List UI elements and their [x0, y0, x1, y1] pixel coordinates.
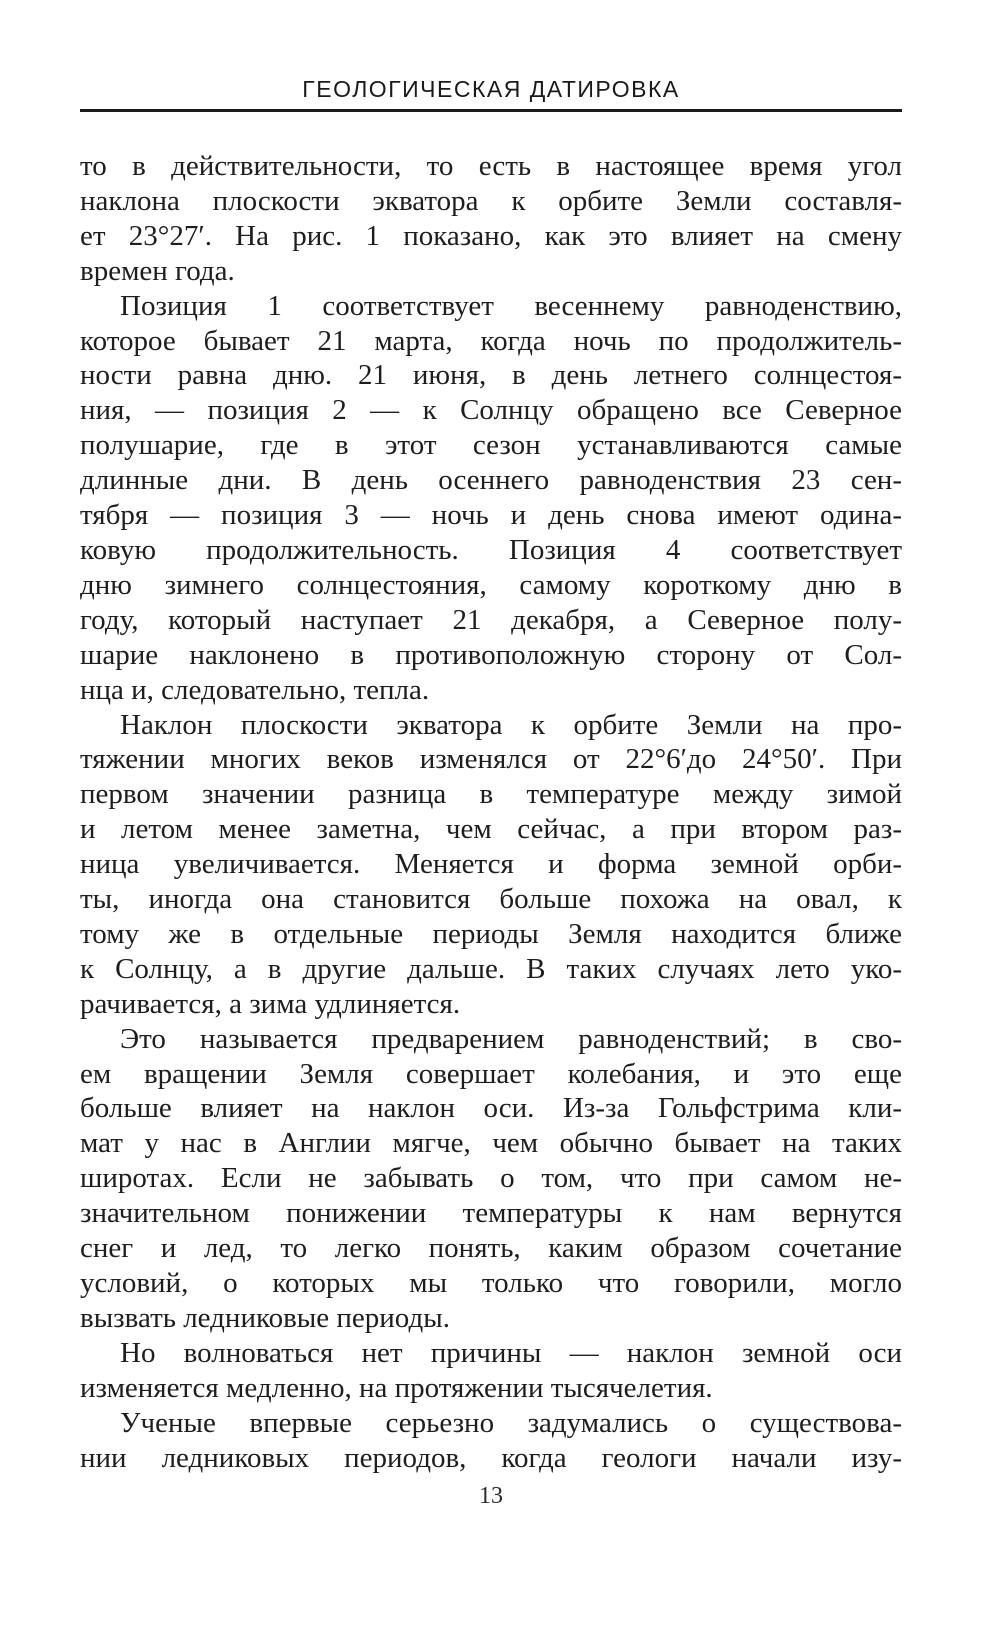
text-line: ты, иногда она становится больше похожа на овал, к: [80, 883, 902, 916]
text-line: шарие наклонено в противоположную сторону от Сол-: [80, 638, 902, 671]
text-line: изменяется медленно, на протяжении тысячелетия.: [80, 1371, 713, 1404]
text-line: значительном понижении температуры к нам вернутся: [80, 1197, 902, 1230]
text-line: Это называется предварением равноденствий; в сво-: [120, 1022, 902, 1055]
text-line: которое бывает 21 марта, когда ночь по продолжитель-: [80, 324, 902, 357]
text-line: времен года.: [80, 254, 235, 287]
text-line: ния, — позиция 2 — к Солнцу обращено все Северное: [80, 394, 902, 427]
paragraph: [80, 1336, 902, 1406]
text-line: полушарие, где в этот сезон устанавливаются самые: [80, 429, 902, 462]
text-line: снег и лед, то легко понять, каким образом сочетание: [80, 1232, 902, 1265]
header-rule: [80, 109, 902, 112]
text-line: вызвать ледниковые периоды.: [80, 1301, 450, 1334]
text-line: Но волноваться нет причины — наклон земной оси: [120, 1336, 902, 1369]
text-line: Ученые впервые серьезно задумались о существова-: [120, 1406, 902, 1439]
paragraph: [80, 1022, 902, 1336]
text-line: Наклон плоскости экватора к орбите Земли на про-: [120, 708, 902, 741]
paragraph: [80, 708, 902, 1022]
text-line: больше влияет на наклон оси. Из-за Гольфстрима кли-: [80, 1092, 902, 1125]
paragraph: [80, 149, 902, 289]
text-line: широтах. Если не забывать о том, что при самом не-: [80, 1162, 902, 1195]
text-line: и летом менее заметна, чем сейчас, а при втором раз-: [80, 813, 902, 846]
text-line: мат у нас в Англии мягче, чем обычно бывает на таких: [80, 1127, 902, 1160]
text-line: ница увеличивается. Меняется и форма земной орби-: [80, 848, 902, 881]
page-number: 13: [479, 1483, 503, 1509]
text-line: Позиция 1 соответствует весеннему равноденствию,: [120, 289, 902, 322]
text-line: первом значении разница в температуре между зимой: [80, 778, 902, 811]
text-line: ем вращении Земля совершает колебания, и это еще: [80, 1057, 902, 1090]
text-line: тому же в отдельные периоды Земля находится ближе: [80, 917, 902, 950]
text-line: ковую продолжительность. Позиция 4 соответствует: [80, 533, 902, 566]
text-line: рачивается, а зима удлиняется.: [80, 987, 461, 1020]
text-line: тяжении многих веков изменялся от 22°6′до 24°50′. При: [80, 743, 902, 776]
running-head: ГЕОЛОГИЧЕСКАЯ ДАТИРОВКА: [302, 76, 680, 102]
text-line: наклона плоскости экватора к орбите Земли составля-: [80, 184, 902, 217]
body-text: [80, 149, 902, 1475]
paragraph: [80, 1406, 902, 1476]
text-line: ет 23°27′. На рис. 1 показано, как это влияет на смену: [80, 219, 902, 252]
paragraph: [80, 289, 902, 708]
text-line: нии ледниковых периодов, когда геологи начали изу-: [80, 1441, 902, 1474]
text-line: длинные дни. В день осеннего равноденствия 23 сен-: [80, 464, 902, 497]
text-line: нца и, следовательно, тепла.: [80, 673, 430, 706]
text-line: то в действительности, то есть в настоящее время угол: [80, 150, 902, 182]
text-line: ности равна дню. 21 июня, в день летнего солнцестоя-: [80, 359, 902, 392]
text-line: тября — позиция 3 — ночь и день снова имеют одина-: [80, 499, 902, 532]
text-line: дню зимнего солнцестояния, самому короткому дню в: [80, 568, 902, 601]
text-line: году, который наступает 21 декабря, а Северное полу-: [80, 603, 902, 636]
text-line: к Солнцу, а в другие дальше. В таких случаях лето уко-: [80, 952, 902, 985]
text-line: условий, о которых мы только что говорили, могло: [80, 1267, 902, 1299]
